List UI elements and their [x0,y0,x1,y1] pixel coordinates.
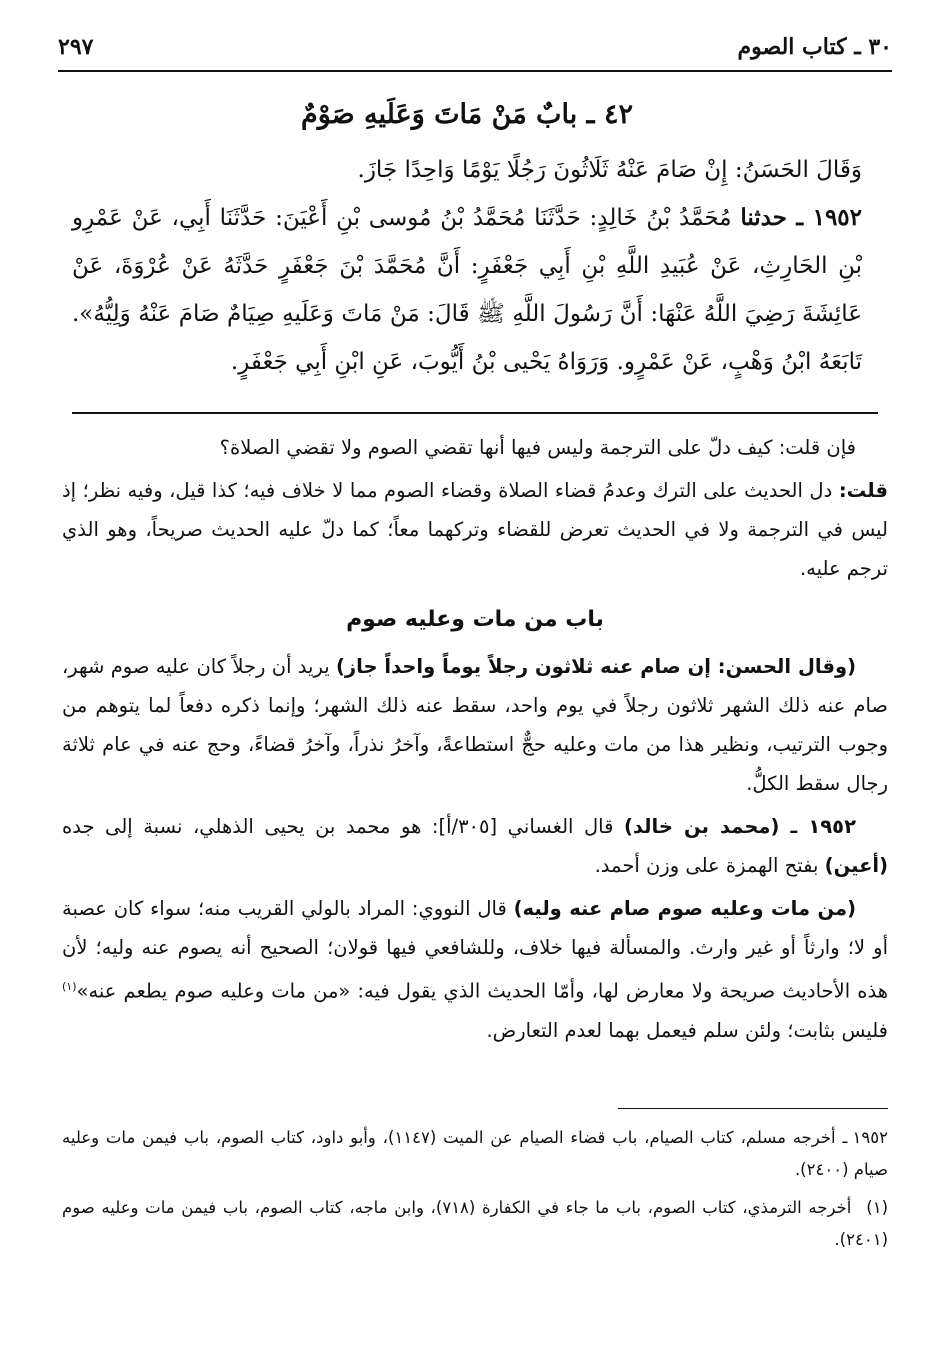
hasan-statement: وَقَالَ الحَسَنُ: إِنْ صَامَ عَنْهُ ثَلَاثُونَ رَجُلًا يَوْمًا وَاحِدًا جَازَ. [357,157,862,183]
hadith-text [72,194,862,386]
hasan-explanation: يريد أن رجلاً كان عليه صوم شهر، صام عنه ذلك الشهر ثلاثون رجلاً في يوم واحد، سقط عنه ذلك الشهر؛ وإنما ذكره دفعاً لما يتوهم من وجوب الترتيب، ونظير هذا من مات وعليه حجٌّ استطاعةً، وآخرُ نذراً، وآخرُ قضاءً، وحج عنه في عام ثلاثة رجال سقط الكلُّ. [62,655,888,795]
narrator-bold: (أعين) [824,854,888,877]
answer-lead: قلت: [838,479,888,502]
section-divider [72,412,878,414]
commentary-wali [62,889,888,1050]
footnote-2 [62,1192,888,1256]
commentary-section [62,428,888,1054]
page-number: ٢٩٧ [58,34,94,60]
footnotes [62,1122,888,1262]
hasan-lead: (وقال الحسن: إن صام عنه ثلاثون رجلاً يوماً واحداً جاز) [335,655,856,678]
footnote-1-text: أخرجه مسلم، كتاب الصيام، باب قضاء الصيام عن الميت (١١٤٧)، وأبو داود، كتاب الصوم، باب فيمن مات وعليه صيام (٢٤٠٠). [62,1128,888,1179]
footnote-2-number: (١) [866,1198,888,1217]
footnote-2-text: أخرجه الترمذي، كتاب الصوم، باب ما جاء في الكفارة (٧١٨)، وابن ماجه، كتاب الصوم، باب فيمن مات وعليه صوم (٢٤٠١). [62,1198,888,1249]
commentary-narrator [62,807,888,885]
commentary-subtitle: باب من مات وعليه صوم [346,607,604,632]
chapter-title: ٣٠ ـ كتاب الصوم [737,34,892,60]
bab-title: ٤٢ ـ بابٌ مَنْ مَاتَ وَعَلَيهِ صَوْمٌ [301,99,633,130]
narrator-lead: ١٩٥٢ ـ (محمد بن خالد) [624,815,856,838]
hadith-number: ١٩٥٢ ـ حدثنا [740,204,863,231]
commentary-question: فإن قلت: كيف دلّ على الترجمة وليس فيها أنها تقضي الصوم ولا تقضي الصلاة؟ [219,436,856,459]
footnote-rule [618,1108,888,1109]
wali-text: قال النووي: المراد بالولي القريب منه؛ سواء كان عصبة أو لا؛ وارثاً أو غير وارث. والمسألة فيها خلاف، وللشافعي فيها قولان؛ الصحيح أنه يصوم عنه وليه؛ لأن هذه الأحاديث صريحة ولا معارض لها، وأمّا الحديث الذي يقول فيه: «من مات وعليه صوم يطعم عنه» [62,897,888,1003]
footnote-1-number: ١٩٥٢ ـ [842,1128,888,1147]
answer-text: دل الحديث على الترك وعدمُ قضاء الصلاة وقضاء الصوم مما لا خلاف فيه؛ كذا قيل، وفيه نظر؛ إذ ليس في الترجمة ولا في الحديث تعرض للقضاء وتركهما معاً؛ كما دلّ عليه الحديث صريحاً، وهو الذي ترجم عليه. [62,479,888,580]
hadith-section [72,92,862,386]
footnote-1 [62,1122,888,1186]
commentary-hasan [62,647,888,803]
hadith-body: مُحَمَّدُ بْنُ خَالِدٍ: حَدَّثَنَا مُحَمَّدُ بْنُ مُوسى بْنِ أَعْيَنَ: حَدَّثَنَا أَبِي، عَنْ عَمْرِو بْنِ الحَارِثِ، عَنْ عُبَيدِ اللَّهِ بْنِ أَبِي جَعْفَرٍ: أَنَّ مُحَمَّدَ بْنَ جَعْفَرٍ حَدَّثَهُ عَنْ عُرْوَةَ، عَنْ عَائِشَةَ رَضِيَ اللَّهُ عَنْهَا: أَنَّ رَسُولَ اللَّهِ ﷺ قَالَ: مَنْ مَاتَ وَعَلَيهِ صِيَامٌ صَامَ عَنْهُ وَلِيُّهُ». تَابَعَهُ ابْنُ وَهْبٍ، عَنْ عَمْرٍو. وَرَوَاهُ يَحْيى بْنُ أَيُّوبَ، عَنِ ابْنِ أَبِي جَعْفَرٍ. [72,205,862,375]
narrator-text-2: بفتح الهمزة على وزن أحمد. [594,854,819,877]
wali-lead: (من مات وعليه صوم صام عنه وليه) [513,897,856,920]
page-header [58,30,892,72]
wali-text-2: فليس بثابت؛ ولئن سلم فيعمل بهما لعدم التعارض. [486,1018,888,1042]
footnote-ref[interactable]: (١) [62,980,77,993]
commentary-answer [62,471,888,588]
narrator-text: قال الغساني [٣٠٥/أ]: هو محمد بن يحيى الذهلي، نسبة إلى جده [62,815,614,838]
